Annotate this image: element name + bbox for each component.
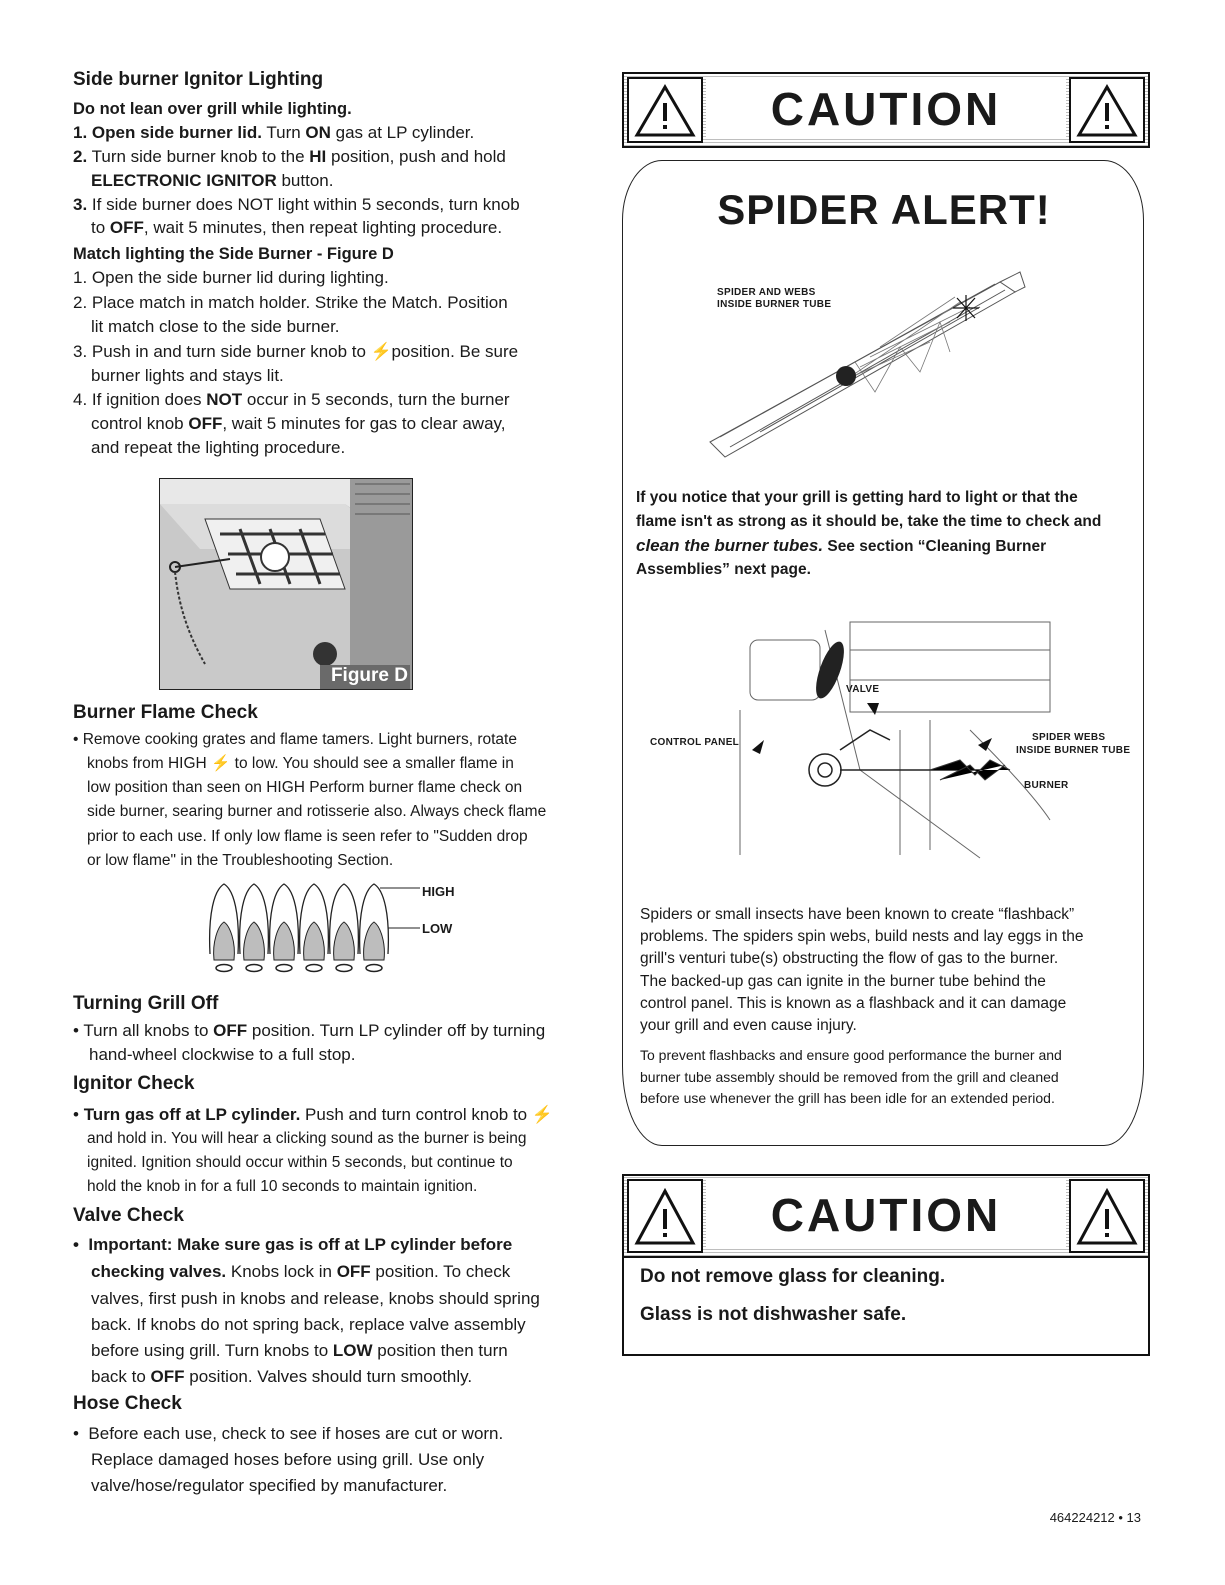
valve-line-1: • Important: Make sure gas is off at LP cylinder before xyxy=(73,1235,513,1254)
label-spider-webs-2: INSIDE BURNER TUBE xyxy=(1016,745,1131,756)
valve-line-2: checking valves. Knobs lock in OFF position. To check xyxy=(91,1262,511,1281)
turning-grill-off-title: Turning Grill Off xyxy=(73,993,219,1014)
turning-off-line-2: hand-wheel clockwise to a full stop. xyxy=(89,1045,356,1064)
ignitor-line-4: hold the knob in for a full 10 seconds to maintain ignition. xyxy=(87,1178,478,1195)
valve-line-3: valves, first push in knobs and release, knobs should spring xyxy=(91,1289,540,1308)
valve-line-5: before using grill. Turn knobs to LOW position then turn xyxy=(91,1341,508,1360)
valve-check-title: Valve Check xyxy=(73,1205,184,1226)
ignitor-check-title: Ignitor Check xyxy=(73,1073,195,1094)
label-valve: VALVE xyxy=(846,684,880,695)
flame-line-3: low position than seen on HIGH Perform burner flame check on xyxy=(87,779,523,796)
spark-icon: ⚡ xyxy=(211,755,231,772)
hose-line-2: Replace damaged hoses before using grill. Use only xyxy=(91,1450,485,1469)
glass-warning-box xyxy=(622,1254,1150,1356)
match-step-2: 2. Place match in match holder. Strike the Match. Position xyxy=(73,293,508,312)
match-step-2-cont: lit match close to the side burner. xyxy=(91,317,340,336)
notice-line-3: clean the burner tubes. See section “Cleaning Burner xyxy=(636,536,1047,555)
caution-banner-bottom xyxy=(622,1174,1150,1258)
flame-low-label: LOW xyxy=(422,921,453,936)
caution-heading: CAUTION xyxy=(770,83,1002,135)
page-reference: 464224212 • 13 xyxy=(1049,1510,1141,1525)
notice-line-2: flame isn't as strong as it should be, take the time to check and xyxy=(636,513,1102,530)
notice-line-4: Assemblies” next page. xyxy=(636,561,811,578)
hose-check-title: Hose Check xyxy=(73,1393,182,1414)
figure-d-image xyxy=(159,478,413,690)
match-step-3-cont: burner lights and stays lit. xyxy=(91,366,284,385)
side-step-1: 1. Open side burner lid. Turn ON gas at LP cylinder. xyxy=(73,123,475,142)
spark-icon: ⚡ xyxy=(531,1105,554,1124)
burner-flame-check-title: Burner Flame Check xyxy=(73,702,258,723)
spider-paragraph-2: To prevent flashbacks and ensure good performance the burner and burner tube assembly should be removed from the grill and cleaned before use whenever the grill has been idle for an extended period. xyxy=(640,1047,1062,1106)
label-burner: BURNER xyxy=(1024,780,1069,791)
valve-line-4: back. If knobs do not spring back, replace valve assembly xyxy=(91,1315,526,1334)
glass-warning-2: Glass is not dishwasher safe. xyxy=(640,1304,907,1325)
match-step-4: 4. If ignition does NOT occur in 5 seconds, turn the burner xyxy=(73,390,510,409)
turning-off-line-1: • Turn all knobs to OFF position. Turn LP cylinder off by turning xyxy=(73,1021,546,1040)
spark-icon: ⚡ xyxy=(370,342,392,361)
side-step-2: 2. Turn side burner knob to the HI position, push and hold xyxy=(73,147,506,166)
valve-line-6: back to OFF position. Valves should turn smoothly. xyxy=(91,1367,473,1386)
label-control-panel: CONTROL PANEL xyxy=(650,737,740,748)
hose-line-1: • Before each use, check to see if hoses are cut or worn. xyxy=(73,1424,504,1443)
match-step-4-cont2: and repeat the lighting procedure. xyxy=(91,438,346,457)
side-step-2-cont: ELECTRONIC IGNITOR button. xyxy=(91,171,334,190)
spider-fig-label-2: INSIDE BURNER TUBE xyxy=(717,299,832,310)
hose-line-3: valve/hose/regulator specified by manufacturer. xyxy=(91,1476,448,1495)
flame-diagram xyxy=(200,874,460,974)
flame-line-6: or low flame" in the Troubleshooting Section. xyxy=(87,852,394,869)
side-step-3-cont: to OFF, wait 5 minutes, then repeat lighting procedure. xyxy=(91,218,503,237)
side-burner-warning: Do not lean over grill while lighting. xyxy=(73,100,352,118)
side-burner-illustration xyxy=(160,479,412,689)
step-number: 1. xyxy=(73,123,88,142)
flame-line-4: side burner, searing burner and rotisserie also. Always check flame xyxy=(87,803,547,820)
ignitor-line-2: and hold in. You will hear a clicking sound as the burner is being xyxy=(87,1130,527,1147)
spider-fig-label-1: SPIDER AND WEBS xyxy=(717,287,816,298)
caution-heading: CAUTION xyxy=(770,1189,1002,1241)
ignitor-line-3: ignited. Ignition should occur within 5 seconds, but continue to xyxy=(87,1154,513,1171)
match-lighting-title: Match lighting the Side Burner - Figure D xyxy=(73,245,394,263)
match-step-1: 1. Open the side burner lid during lighting. xyxy=(73,268,389,287)
flame-line-5: prior to each use. If only low flame is seen refer to "Sudden drop xyxy=(87,828,528,845)
match-step-3: 3. Push in and turn side burner knob to ⚡ position. Be sure xyxy=(73,340,518,364)
side-burner-title: Side burner Ignitor Lighting xyxy=(73,69,324,90)
glass-warning-1: Do not remove glass for cleaning. xyxy=(640,1266,946,1287)
step-text: Open side burner lid. xyxy=(91,123,262,142)
flame-line-2: knobs from HIGH ⚡ to low. You should see a smaller flame in xyxy=(87,755,514,772)
spider-alert-title: SPIDER ALERT! xyxy=(717,186,1051,233)
label-spider-webs-1: SPIDER WEBS xyxy=(1032,732,1106,743)
figure-d-label: Figure D xyxy=(330,665,408,686)
side-step-3: 3. If side burner does NOT light within 5 seconds, turn knob xyxy=(73,195,520,214)
spider-paragraph-1: Spiders or small insects have been known to create “flashback” problems. The spiders spin webs, build nests and lay eggs in the grill's venturi tube(s) obstructing the flow of gas to the burner. The backed-up gas can ignite in the burner tube behind the control panel. This is known as a flashback and it can damage your grill and even cause injury. xyxy=(640,906,1084,1035)
control-panel-illustration xyxy=(730,620,1060,860)
notice-line-1: If you notice that your grill is getting hard to light or that the xyxy=(636,489,1078,506)
flame-high-label: HIGH xyxy=(422,884,455,899)
ignitor-line-1: • Turn gas off at LP cylinder. Push and turn control knob to ⚡ xyxy=(73,1105,554,1124)
caution-banner-top xyxy=(622,72,1150,148)
flame-bullet: • Remove cooking grates and flame tamers. Light burners, rotate xyxy=(73,731,517,748)
burner-tube-illustration xyxy=(700,262,1030,472)
match-step-4-cont: control knob OFF, wait 5 minutes for gas to clear away, xyxy=(91,414,506,433)
